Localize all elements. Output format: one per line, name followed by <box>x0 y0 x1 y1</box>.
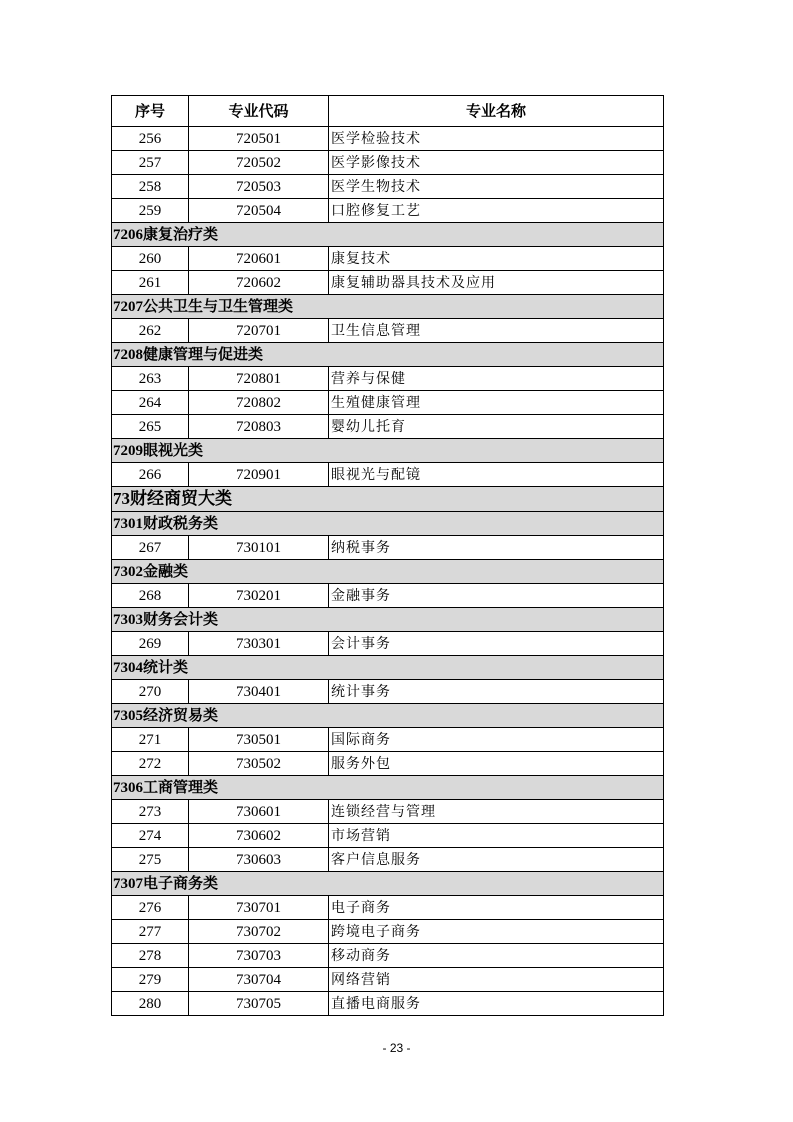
table-row <box>112 848 664 872</box>
category-label: 73财经商贸大类 <box>112 487 664 512</box>
seq-cell: 278 <box>112 944 189 968</box>
code-cell: 730701 <box>189 896 329 920</box>
name-cell: 纳税事务 <box>329 536 664 560</box>
seq-cell: 260 <box>112 247 189 271</box>
code-cell: 720502 <box>189 151 329 175</box>
page-number: - 23 - <box>382 1041 411 1055</box>
name-cell: 市场营销 <box>329 824 664 848</box>
seq-cell: 266 <box>112 463 189 487</box>
code-cell: 730705 <box>189 992 329 1016</box>
name-cell: 电子商务 <box>329 896 664 920</box>
table-row <box>112 463 664 487</box>
category-row <box>112 487 664 512</box>
header-seq: 序号 <box>112 96 189 127</box>
table-row <box>112 728 664 752</box>
name-cell: 婴幼儿托育 <box>329 415 664 439</box>
seq-cell: 267 <box>112 536 189 560</box>
code-cell: 720602 <box>189 271 329 295</box>
category-label: 7303财务会计类 <box>112 608 664 632</box>
table-row <box>112 944 664 968</box>
seq-cell: 277 <box>112 920 189 944</box>
seq-cell: 264 <box>112 391 189 415</box>
category-row <box>112 343 664 367</box>
seq-cell: 280 <box>112 992 189 1016</box>
seq-cell: 263 <box>112 367 189 391</box>
category-row <box>112 704 664 728</box>
table-row <box>112 824 664 848</box>
code-cell: 720802 <box>189 391 329 415</box>
header-code: 专业代码 <box>189 96 329 127</box>
category-label: 7206康复治疗类 <box>112 223 664 247</box>
name-cell: 眼视光与配镜 <box>329 463 664 487</box>
name-cell: 康复辅助器具技术及应用 <box>329 271 664 295</box>
table-header-row <box>112 96 664 127</box>
category-row <box>112 439 664 463</box>
code-cell: 730603 <box>189 848 329 872</box>
name-cell: 口腔修复工艺 <box>329 199 664 223</box>
table-row <box>112 920 664 944</box>
code-cell: 730702 <box>189 920 329 944</box>
name-cell: 医学生物技术 <box>329 175 664 199</box>
code-cell: 730601 <box>189 800 329 824</box>
code-cell: 730301 <box>189 632 329 656</box>
name-cell: 移动商务 <box>329 944 664 968</box>
name-cell: 网络营销 <box>329 968 664 992</box>
code-cell: 720801 <box>189 367 329 391</box>
code-cell: 730703 <box>189 944 329 968</box>
seq-cell: 259 <box>112 199 189 223</box>
category-row <box>112 512 664 536</box>
name-cell: 国际商务 <box>329 728 664 752</box>
code-cell: 730501 <box>189 728 329 752</box>
table-row <box>112 175 664 199</box>
category-row <box>112 872 664 896</box>
seq-cell: 270 <box>112 680 189 704</box>
name-cell: 统计事务 <box>329 680 664 704</box>
code-cell: 720701 <box>189 319 329 343</box>
table-row <box>112 151 664 175</box>
code-cell: 720601 <box>189 247 329 271</box>
name-cell: 服务外包 <box>329 752 664 776</box>
table-row <box>112 968 664 992</box>
category-row <box>112 223 664 247</box>
name-cell: 会计事务 <box>329 632 664 656</box>
category-row <box>112 776 664 800</box>
category-row <box>112 295 664 319</box>
table-row <box>112 632 664 656</box>
code-cell: 720501 <box>189 127 329 151</box>
code-cell: 730602 <box>189 824 329 848</box>
name-cell: 营养与保健 <box>329 367 664 391</box>
table-row <box>112 752 664 776</box>
seq-cell: 269 <box>112 632 189 656</box>
table-row <box>112 247 664 271</box>
seq-cell: 273 <box>112 800 189 824</box>
code-cell: 730401 <box>189 680 329 704</box>
name-cell: 直播电商服务 <box>329 992 664 1016</box>
seq-cell: 261 <box>112 271 189 295</box>
category-label: 7305经济贸易类 <box>112 704 664 728</box>
seq-cell: 265 <box>112 415 189 439</box>
code-cell: 720504 <box>189 199 329 223</box>
seq-cell: 276 <box>112 896 189 920</box>
seq-cell: 271 <box>112 728 189 752</box>
name-cell: 生殖健康管理 <box>329 391 664 415</box>
name-cell: 连锁经营与管理 <box>329 800 664 824</box>
table-row <box>112 896 664 920</box>
table-row <box>112 319 664 343</box>
table-row <box>112 800 664 824</box>
table-row <box>112 992 664 1016</box>
category-label: 7208健康管理与促进类 <box>112 343 664 367</box>
code-cell: 720803 <box>189 415 329 439</box>
seq-cell: 257 <box>112 151 189 175</box>
category-label: 7307电子商务类 <box>112 872 664 896</box>
category-label: 7209眼视光类 <box>112 439 664 463</box>
major-catalog-table <box>111 95 664 1016</box>
category-row <box>112 656 664 680</box>
table-row <box>112 680 664 704</box>
table-row <box>112 391 664 415</box>
code-cell: 730101 <box>189 536 329 560</box>
header-name: 专业名称 <box>329 96 664 127</box>
category-label: 7302金融类 <box>112 560 664 584</box>
category-label: 7306工商管理类 <box>112 776 664 800</box>
table-row <box>112 536 664 560</box>
category-row <box>112 560 664 584</box>
name-cell: 金融事务 <box>329 584 664 608</box>
seq-cell: 272 <box>112 752 189 776</box>
code-cell: 730201 <box>189 584 329 608</box>
name-cell: 康复技术 <box>329 247 664 271</box>
table-row <box>112 367 664 391</box>
code-cell: 720503 <box>189 175 329 199</box>
seq-cell: 258 <box>112 175 189 199</box>
seq-cell: 268 <box>112 584 189 608</box>
seq-cell: 279 <box>112 968 189 992</box>
code-cell: 730502 <box>189 752 329 776</box>
name-cell: 医学检验技术 <box>329 127 664 151</box>
category-row <box>112 608 664 632</box>
category-label: 7301财政税务类 <box>112 512 664 536</box>
seq-cell: 274 <box>112 824 189 848</box>
table-row <box>112 127 664 151</box>
table-row <box>112 271 664 295</box>
name-cell: 跨境电子商务 <box>329 920 664 944</box>
code-cell: 730704 <box>189 968 329 992</box>
name-cell: 医学影像技术 <box>329 151 664 175</box>
name-cell: 卫生信息管理 <box>329 319 664 343</box>
seq-cell: 256 <box>112 127 189 151</box>
table-row <box>112 199 664 223</box>
table-row <box>112 584 664 608</box>
name-cell: 客户信息服务 <box>329 848 664 872</box>
category-label: 7207公共卫生与卫生管理类 <box>112 295 664 319</box>
code-cell: 720901 <box>189 463 329 487</box>
seq-cell: 275 <box>112 848 189 872</box>
category-label: 7304统计类 <box>112 656 664 680</box>
table-row <box>112 415 664 439</box>
seq-cell: 262 <box>112 319 189 343</box>
